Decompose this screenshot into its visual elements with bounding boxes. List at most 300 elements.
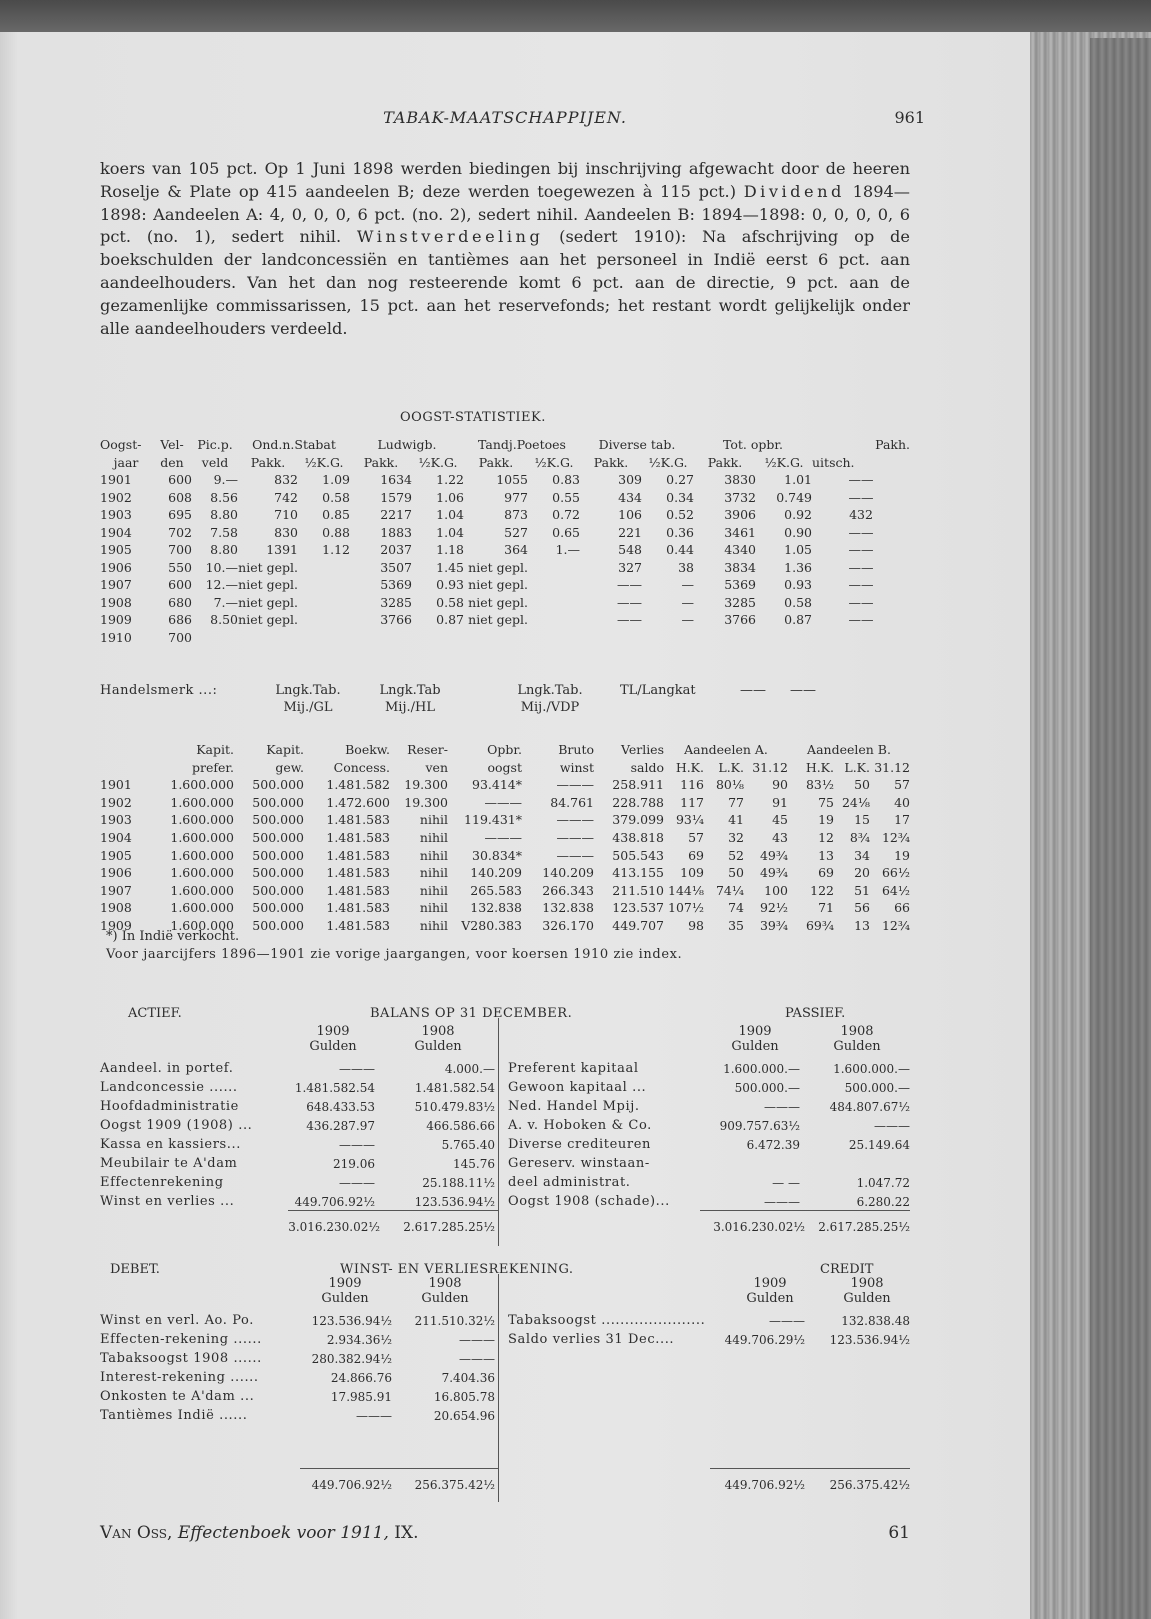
value-cell: 2037 <box>380 542 412 557</box>
debet-year-1909: 1909 Gulden <box>321 1276 369 1306</box>
value-cell: 0.88 <box>322 524 350 540</box>
debet-row <box>100 1350 910 1368</box>
value-cell: 1.06 <box>436 489 464 505</box>
sub-3112: 31.12 <box>752 759 788 775</box>
passief-year-1908: 1908 Gulden <box>833 1024 881 1054</box>
value-cell: nihil <box>419 882 448 898</box>
sub-kg: ½K.G. <box>534 454 574 470</box>
year-cell: 1907 <box>100 882 132 898</box>
sub-kg: ½K.G. <box>764 454 804 470</box>
value-cell: 3461 <box>724 524 756 540</box>
passief-row <box>100 1193 910 1211</box>
value-cell: 500.000 <box>252 865 304 881</box>
value-cell: 326.170 <box>542 917 594 933</box>
value-cell: 8¾ <box>849 829 870 845</box>
credit-total-1909: 449.706.92½ <box>724 1478 805 1492</box>
value-1908: 5.765.40 <box>441 1138 495 1152</box>
value-1908: 510.479.83½ <box>414 1100 495 1114</box>
value-cell: nihil <box>419 847 448 863</box>
actief-total-rule <box>288 1210 498 1211</box>
oogst-row <box>100 541 910 559</box>
value-cell: 8.80 <box>210 507 238 522</box>
value-cell: 686 <box>168 612 192 627</box>
year-cell: 1906 <box>100 865 132 881</box>
value-cell: 1.600.000 <box>170 812 234 828</box>
value-cell: 600 <box>168 472 192 487</box>
balans-section <box>100 1006 910 1246</box>
value-cell: 0.83 <box>552 472 580 487</box>
value-cell: 75 <box>818 794 834 810</box>
row-label: Oogst 1909 (1908) ... <box>100 1118 253 1133</box>
kapitaal-row <box>100 829 910 847</box>
value-1908: 4.000.— <box>444 1062 495 1076</box>
value-1908: 7.404.36 <box>441 1371 495 1385</box>
value-cell: —— <box>848 542 874 557</box>
value-cell: 742 <box>274 489 298 505</box>
value-cell: 1883 <box>380 524 412 540</box>
oogst-statistiek-table <box>100 436 910 646</box>
kapitaal-header-row-2 <box>100 759 910 777</box>
value-cell <box>412 629 464 647</box>
row-label: Effecten-rekening ...... <box>100 1332 262 1347</box>
value-cell: 0.92 <box>784 507 812 522</box>
value-cell: 265.583 <box>470 882 522 898</box>
value-cell: 30.834* <box>472 847 522 863</box>
intro-text: koers van 105 pct. Op 1 Juni 1898 werden biedingen bij inschrijving afgewacht door de heeren Roselje & Plate op 415 aandeelen B; deze werden toegewezen à 115 pct.) <box>100 159 910 201</box>
value-cell: 1.481.583 <box>326 882 390 898</box>
row-label: Onkosten te A'dam ... <box>100 1389 255 1404</box>
value-1909: 909.757.63½ <box>719 1119 800 1133</box>
debet-title: DEBET. <box>110 1262 160 1277</box>
value-cell: 51 <box>854 882 870 898</box>
value-cell: 680 <box>168 594 192 610</box>
value-cell: niet gepl. <box>468 559 528 575</box>
value-1909: 24.866.76 <box>330 1371 392 1385</box>
value-cell: 1.481.582 <box>326 777 390 793</box>
value-cell: 56 <box>854 900 870 916</box>
value-cell: 1.481.583 <box>326 812 390 828</box>
value-cell: 1.09 <box>322 472 350 487</box>
kapitaal-row <box>100 794 910 812</box>
row-label: Effectenrekening <box>100 1175 224 1190</box>
value-cell: 1.— <box>555 542 580 557</box>
value-cell: 12.— <box>205 577 238 592</box>
value-cell: niet gepl. <box>238 559 298 575</box>
value-cell: 109 <box>680 865 704 881</box>
value-cell: 1.481.583 <box>326 829 390 845</box>
value-cell: 12¾ <box>881 829 910 845</box>
row-label: Kassa en kassiers... <box>100 1137 241 1152</box>
value-cell: 3285 <box>380 594 412 610</box>
value-1908: 484.807.67½ <box>829 1100 910 1114</box>
actief-total-1908: 2.617.285.25½ <box>403 1220 495 1234</box>
value-cell: 1.600.000 <box>170 865 234 881</box>
value-cell: 608 <box>168 489 192 505</box>
value-1909: 500.000.— <box>734 1081 800 1095</box>
value-1909: 219.06 <box>333 1157 375 1171</box>
value-cell: 98 <box>688 917 704 933</box>
value-cell <box>298 629 350 647</box>
value-cell: 57 <box>894 777 910 793</box>
kapitaal-table <box>100 741 910 935</box>
value-cell: 977 <box>504 489 528 505</box>
row-label: Diverse crediteuren <box>508 1137 651 1152</box>
kapitaal-row <box>100 847 910 865</box>
value-cell: 1.05 <box>784 542 812 557</box>
value-cell: 1055 <box>496 472 528 487</box>
value-cell: 379.099 <box>612 812 664 828</box>
value-cell: 8.80 <box>210 542 238 557</box>
value-cell: niet gepl. <box>468 577 528 592</box>
value-cell: 500.000 <box>252 829 304 845</box>
row-label: deel administrat. <box>508 1175 631 1190</box>
col-aandeelen-a: Aandeelen A. <box>684 742 768 757</box>
year-cell: 1909 <box>100 917 132 933</box>
value-cell: 266.343 <box>542 882 594 898</box>
value-1908: 123.536.94½ <box>414 1195 495 1209</box>
value-cell: —— <box>617 612 642 627</box>
winst-title: WINST- EN VERLIESREKENING. <box>340 1262 574 1277</box>
col-verlies: Verlies <box>620 742 664 757</box>
value-cell: 500.000 <box>252 777 304 793</box>
value-1909: 648.433.53 <box>306 1100 375 1114</box>
value-cell: ——— <box>484 829 522 845</box>
value-cell: 695 <box>168 507 192 522</box>
value-1909: 449.706.29½ <box>724 1333 805 1347</box>
value-1908: 20.654.96 <box>433 1409 495 1423</box>
value-1908: 123.536.94½ <box>829 1333 910 1347</box>
value-1909: 1.481.582.54 <box>294 1081 375 1095</box>
value-cell <box>528 611 580 629</box>
value-cell: —— <box>848 594 874 610</box>
col-diverse: Diverse tab. <box>598 437 676 452</box>
oogst-row <box>100 471 910 489</box>
row-label: A. v. Hoboken & Co. <box>508 1118 652 1133</box>
value-cell: 117 <box>680 794 704 810</box>
value-1908: 466.586.66 <box>426 1119 495 1133</box>
value-cell: 7.— <box>213 594 238 610</box>
balans-title: BALANS OP 31 DECEMBER. <box>370 1006 573 1021</box>
value-cell: 0.58 <box>784 594 812 610</box>
value-cell: niet gepl. <box>238 594 298 610</box>
value-cell: 873 <box>504 507 528 522</box>
value-cell: 0.749 <box>776 489 812 505</box>
value-cell: 3834 <box>724 559 756 575</box>
col-stabat: Ond.n.Stabat <box>252 437 336 452</box>
value-cell: nihil <box>419 812 448 828</box>
passief-total-1909: 3.016.230.02½ <box>713 1220 805 1234</box>
value-cell: 1.481.583 <box>326 917 390 933</box>
value-cell: —— <box>848 612 874 627</box>
oogst-row <box>100 506 910 524</box>
value-cell: 83½ <box>805 777 834 793</box>
kapitaal-row <box>100 882 910 900</box>
value-cell <box>464 629 528 647</box>
sub-winst: winst <box>559 759 594 775</box>
value-cell: 132.838 <box>470 900 522 916</box>
oogst-row <box>100 489 910 507</box>
value-cell <box>192 629 238 647</box>
row-label: Winst en verl. Ao. Po. <box>100 1313 254 1328</box>
actief-total-1909: 3.016.230.02½ <box>288 1220 380 1234</box>
value-cell: 0.44 <box>666 542 694 557</box>
index-note: Voor jaarcijfers 1896—1901 zie vorige jaargangen, voor koersen 1910 zie index. <box>106 947 683 962</box>
value-1909: ——— <box>339 1062 375 1076</box>
sub-kg: ½K.G. <box>418 454 458 470</box>
value-cell: 0.87 <box>784 612 812 627</box>
value-cell: 12¾ <box>881 917 910 933</box>
value-1909: 280.382.94½ <box>311 1352 392 1366</box>
value-cell: 1.472.600 <box>326 794 390 810</box>
value-cell: — <box>681 594 694 610</box>
value-cell: 0.93 <box>784 577 812 592</box>
credit-title: CREDIT <box>820 1262 874 1277</box>
passief-row <box>100 1060 910 1078</box>
value-cell: 3766 <box>724 612 756 627</box>
value-cell <box>528 629 580 647</box>
scan-top-border <box>0 0 1151 34</box>
col-oogst: Oogst- <box>100 437 142 452</box>
value-cell: 69 <box>688 847 704 863</box>
value-cell: —— <box>848 524 874 540</box>
value-cell: 0.87 <box>436 612 464 627</box>
value-cell: 0.58 <box>322 489 350 505</box>
value-cell: 1.600.000 <box>170 794 234 810</box>
debet-row <box>100 1407 910 1425</box>
year-cell: 1908 <box>100 900 132 916</box>
value-cell: 19 <box>894 847 910 863</box>
row-label: Hoofdadministratie <box>100 1099 239 1114</box>
value-cell: 1.481.583 <box>326 900 390 916</box>
sub-pakk: Pakk. <box>363 454 399 470</box>
value-cell: 106 <box>618 507 642 522</box>
row-label: Ned. Handel Mpij. <box>508 1099 640 1114</box>
col-pakh: Pakh. <box>875 437 910 452</box>
value-cell: 12 <box>818 829 834 845</box>
value-cell: 0.27 <box>666 472 694 487</box>
passief-row <box>100 1155 910 1173</box>
value-cell: 364 <box>504 542 528 557</box>
value-cell: 41 <box>728 812 744 828</box>
value-cell: 550 <box>168 559 192 575</box>
value-cell: 221 <box>618 524 642 540</box>
value-cell: 3732 <box>724 489 756 505</box>
value-cell: 57 <box>688 829 704 845</box>
handelsmerk-ludwigb: Lngk.Tab Mij./HL <box>379 683 441 715</box>
value-cell: 35 <box>728 917 744 933</box>
value-cell <box>642 629 694 647</box>
value-cell: 0.58 <box>436 594 464 610</box>
sub-prefer: prefer. <box>192 759 234 775</box>
value-cell: 211.510 <box>612 882 664 898</box>
value-cell: 74 <box>728 900 744 916</box>
value-cell: 10.— <box>205 559 238 575</box>
credit-year-1909: 1909 Gulden <box>746 1276 794 1306</box>
value-cell: 92½ <box>759 900 788 916</box>
sub-pakk: Pakk. <box>250 454 286 470</box>
value-cell: 0.72 <box>552 507 580 522</box>
value-cell: 1.01 <box>784 472 812 487</box>
value-1909: ——— <box>339 1138 375 1152</box>
sub-lk: L.K. <box>844 759 870 775</box>
sub-kg: ½K.G. <box>304 454 344 470</box>
page-footer <box>100 1523 910 1543</box>
row-label: Preferent kapitaal <box>508 1061 639 1076</box>
value-cell: 432 <box>849 507 873 522</box>
value-cell <box>350 629 412 647</box>
running-title: TABAK-MAATSCHAPPIJEN. <box>383 108 627 127</box>
credit-row <box>100 1331 910 1349</box>
value-cell: nihil <box>419 865 448 881</box>
value-cell: 123.537 <box>612 900 664 916</box>
value-cell: 5369 <box>380 577 412 592</box>
passief-row <box>100 1117 910 1135</box>
value-cell: 3285 <box>724 594 756 610</box>
value-cell: —— <box>848 472 874 487</box>
sheet-number: 61 <box>888 1523 910 1543</box>
value-cell: 24⅛ <box>841 794 870 810</box>
kapitaal-row <box>100 811 910 829</box>
value-cell <box>528 559 580 577</box>
table-notes <box>100 928 910 964</box>
value-cell: 1.45 <box>436 559 464 575</box>
value-cell: 500.000 <box>252 900 304 916</box>
debet-total-1909: 449.706.92½ <box>311 1478 392 1492</box>
value-cell: 8.56 <box>210 489 238 505</box>
value-cell: 71 <box>818 900 834 916</box>
value-cell: ——— <box>556 847 594 863</box>
year-cell: 1910 <box>100 629 132 645</box>
row-label: Oogst 1908 (schade)... <box>508 1194 670 1209</box>
value-cell: 1.600.000 <box>170 847 234 863</box>
col-reserven: Reser- <box>407 742 448 757</box>
oogst-row <box>100 594 910 612</box>
passief-row <box>100 1079 910 1097</box>
intro-paragraph <box>100 158 910 340</box>
col-pic: Pic.p. <box>197 437 233 452</box>
value-cell: ——— <box>484 794 522 810</box>
oogst-row <box>100 524 910 542</box>
value-1909: 17.985.91 <box>330 1390 392 1404</box>
value-cell: 500.000 <box>252 812 304 828</box>
value-cell: 144⅛ <box>668 882 704 898</box>
value-cell: nihil <box>419 900 448 916</box>
passief-row <box>100 1098 910 1116</box>
col-opbr: Opbr. <box>487 742 522 757</box>
value-cell: 0.90 <box>784 524 812 540</box>
value-cell: 38 <box>678 559 694 575</box>
value-1909: 436.287.97 <box>306 1119 375 1133</box>
value-cell: 80⅛ <box>715 777 744 793</box>
value-cell: 69¾ <box>805 917 834 933</box>
value-cell: V280.383 <box>461 917 522 933</box>
handelsmerk-stabat: Lngk.Tab. Mij./GL <box>275 683 341 715</box>
sub-uitsch: uitsch. <box>812 454 855 470</box>
year-cell: 1905 <box>100 847 132 863</box>
passief-year-1909: 1909 Gulden <box>731 1024 779 1054</box>
value-cell: 116 <box>680 777 704 793</box>
value-1908: 1.047.72 <box>856 1176 910 1190</box>
value-cell: 1634 <box>380 472 412 487</box>
value-1908: 1.481.582.54 <box>414 1081 495 1095</box>
value-cell <box>756 629 812 647</box>
value-cell: 0.85 <box>322 507 350 522</box>
row-label: Landconcessie ...... <box>100 1080 238 1095</box>
year-cell: 1901 <box>100 472 132 487</box>
value-cell: 505.543 <box>612 847 664 863</box>
winst-verlies-section <box>100 1262 910 1502</box>
sub-oogst: oogst <box>487 759 522 775</box>
row-label: Interest-rekening ...... <box>100 1370 259 1385</box>
value-1908: 145.76 <box>453 1157 495 1171</box>
value-cell: 1.481.583 <box>326 847 390 863</box>
value-cell <box>238 629 298 647</box>
value-cell: 8.50 <box>210 612 238 627</box>
actief-year-1908: 1908 Gulden <box>414 1024 462 1054</box>
value-cell: 90 <box>772 777 788 793</box>
sub-jaar: jaar <box>113 454 139 470</box>
value-cell: 500.000 <box>252 794 304 810</box>
year-cell: 1903 <box>100 507 132 522</box>
year-cell: 1902 <box>100 794 132 810</box>
value-cell <box>812 629 910 647</box>
value-cell: 1.12 <box>322 542 350 557</box>
value-cell: 140.209 <box>470 865 522 881</box>
running-header <box>100 108 925 130</box>
row-label: Gewoon kapitaal ... <box>508 1080 647 1095</box>
value-cell: 327 <box>618 559 642 575</box>
row-label: Aandeel. in portef. <box>100 1061 234 1076</box>
sub-pakk: Pakk. <box>707 454 743 470</box>
value-cell: 132.838 <box>542 900 594 916</box>
oogst-row <box>100 559 910 577</box>
value-cell: 413.155 <box>612 865 664 881</box>
value-cell: 1.481.583 <box>326 865 390 881</box>
value-cell: 49¾ <box>759 847 788 863</box>
oogst-row <box>100 611 910 629</box>
value-1909: ——— <box>769 1314 805 1328</box>
value-cell: 140.209 <box>542 865 594 881</box>
oogst-row <box>100 576 910 594</box>
value-cell: 19.300 <box>404 794 448 810</box>
value-cell: 19.300 <box>404 777 448 793</box>
row-label: Meubilair te A'dam <box>100 1156 238 1171</box>
value-cell: 0.36 <box>666 524 694 540</box>
value-cell: 17 <box>894 812 910 828</box>
value-cell: 1.600.000 <box>170 777 234 793</box>
value-1908: 1.600.000.— <box>833 1062 910 1076</box>
value-cell: 228.788 <box>612 794 664 810</box>
handelsmerk-pakh: —— <box>790 683 816 698</box>
value-1908: 16.805.78 <box>433 1390 495 1404</box>
passief-title: PASSIEF. <box>785 1006 846 1021</box>
value-1909: 1.600.000.— <box>723 1062 800 1076</box>
value-1908: 500.000.— <box>844 1081 910 1095</box>
value-cell: 500.000 <box>252 882 304 898</box>
kapitaal-row <box>100 776 910 794</box>
kapitaal-row <box>100 899 910 917</box>
year-cell: 1902 <box>100 489 132 505</box>
debet-total-1908: 256.375.42½ <box>414 1478 495 1492</box>
handelsmerk-label: Handelsmerk ...: <box>100 683 218 698</box>
sub-lk: L.K. <box>718 759 744 775</box>
dividend-label: Dividend <box>743 181 845 201</box>
value-cell: 702 <box>168 524 192 540</box>
kapitaal-header-row-1 <box>100 741 910 759</box>
winstverdeeling-label: Winstverdeeling <box>356 227 544 247</box>
value-cell: 1.600.000 <box>170 829 234 845</box>
value-cell: 434 <box>618 489 642 505</box>
